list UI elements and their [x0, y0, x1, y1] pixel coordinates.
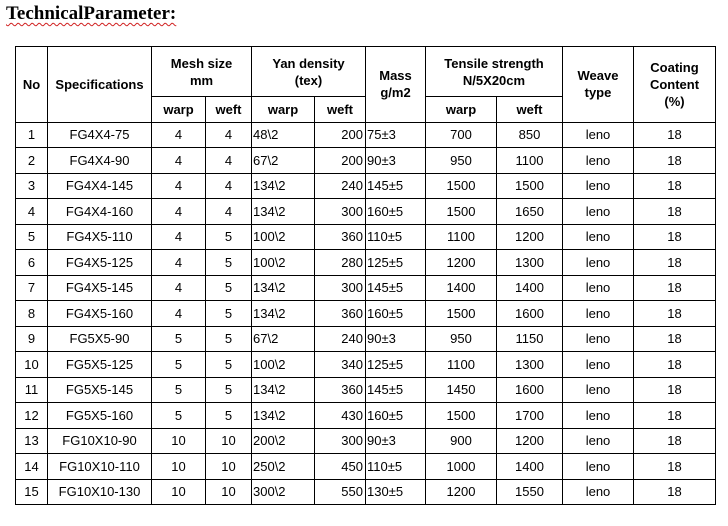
- row-mass: 125±5: [366, 250, 426, 276]
- row-weave: leno: [563, 122, 634, 148]
- row-yan-warp: 100\2: [252, 224, 315, 250]
- row-tensile-warp: 1450: [426, 377, 497, 403]
- row-coating: 18: [634, 250, 716, 276]
- header-mesh-warp: warp: [152, 97, 206, 123]
- row-mass: 90±3: [366, 428, 426, 454]
- row-spec: FG10X10-90: [48, 428, 152, 454]
- row-tensile-warp: 1000: [426, 454, 497, 480]
- row-tensile-weft: 1150: [497, 326, 563, 352]
- row-spec: FG4X5-125: [48, 250, 152, 276]
- row-weave: leno: [563, 428, 634, 454]
- row-coating: 18: [634, 479, 716, 505]
- row-tensile-weft: 1400: [497, 275, 563, 301]
- header-mass: Mass g/m2: [366, 47, 426, 123]
- table-row: [16, 250, 716, 276]
- row-coating: 18: [634, 275, 716, 301]
- row-mesh-weft: 4: [206, 173, 252, 199]
- row-tensile-weft: 1200: [497, 224, 563, 250]
- row-yan-warp: 134\2: [252, 377, 315, 403]
- row-tensile-weft: 1600: [497, 377, 563, 403]
- header-weave-type: Weave type: [563, 47, 634, 123]
- row-mass: 145±5: [366, 173, 426, 199]
- row-tensile-weft: 1300: [497, 352, 563, 378]
- row-mesh-weft: 4: [206, 199, 252, 225]
- row-coating: 18: [634, 122, 716, 148]
- row-tensile-weft: 1100: [497, 148, 563, 174]
- table-row: [16, 148, 716, 174]
- row-tensile-weft: 1300: [497, 250, 563, 276]
- row-mesh-weft: 4: [206, 122, 252, 148]
- row-yan-warp: 134\2: [252, 275, 315, 301]
- row-spec: FG4X4-75: [48, 122, 152, 148]
- row-mesh-weft: 4: [206, 148, 252, 174]
- row-yan-weft: 240: [315, 173, 366, 199]
- row-mass: 110±5: [366, 454, 426, 480]
- row-spec: FG10X10-130: [48, 479, 152, 505]
- row-weave: leno: [563, 173, 634, 199]
- table-row: [16, 479, 716, 505]
- row-mesh-warp: 10: [152, 454, 206, 480]
- row-yan-weft: 200: [315, 148, 366, 174]
- row-mesh-warp: 5: [152, 326, 206, 352]
- row-spec: FG4X4-90: [48, 148, 152, 174]
- row-mass: 90±3: [366, 326, 426, 352]
- row-tensile-warp: 1200: [426, 250, 497, 276]
- row-weave: leno: [563, 301, 634, 327]
- header-no: No: [16, 47, 48, 123]
- row-yan-weft: 360: [315, 377, 366, 403]
- header-mesh-size: Mesh size mm: [152, 47, 252, 97]
- row-mesh-warp: 5: [152, 352, 206, 378]
- row-yan-weft: 300: [315, 199, 366, 225]
- row-mesh-weft: 5: [206, 250, 252, 276]
- row-spec: FG4X5-145: [48, 275, 152, 301]
- row-yan-warp: 300\2: [252, 479, 315, 505]
- row-no: 15: [16, 479, 48, 505]
- header-specifications: Specifications: [48, 47, 152, 123]
- row-mesh-weft: 5: [206, 352, 252, 378]
- row-tensile-warp: 950: [426, 148, 497, 174]
- row-no: 6: [16, 250, 48, 276]
- row-mesh-warp: 4: [152, 122, 206, 148]
- row-tensile-warp: 1500: [426, 199, 497, 225]
- row-tensile-warp: 900: [426, 428, 497, 454]
- page-title: TechnicalParameter:: [6, 3, 177, 24]
- row-yan-warp: 100\2: [252, 352, 315, 378]
- row-yan-warp: 134\2: [252, 301, 315, 327]
- row-yan-weft: 200: [315, 122, 366, 148]
- row-no: 13: [16, 428, 48, 454]
- row-mesh-weft: 5: [206, 326, 252, 352]
- row-mesh-warp: 4: [152, 173, 206, 199]
- row-coating: 18: [634, 148, 716, 174]
- row-spec: FG4X5-160: [48, 301, 152, 327]
- row-yan-weft: 280: [315, 250, 366, 276]
- row-tensile-warp: 950: [426, 326, 497, 352]
- row-mass: 90±3: [366, 148, 426, 174]
- table-row: [16, 352, 716, 378]
- row-tensile-weft: 1600: [497, 301, 563, 327]
- table-body: [16, 122, 716, 505]
- header-tensile-weft: weft: [497, 97, 563, 123]
- row-coating: 18: [634, 428, 716, 454]
- row-tensile-warp: 1500: [426, 403, 497, 429]
- row-yan-weft: 360: [315, 224, 366, 250]
- row-coating: 18: [634, 326, 716, 352]
- row-weave: leno: [563, 199, 634, 225]
- row-yan-warp: 250\2: [252, 454, 315, 480]
- row-mesh-warp: 5: [152, 403, 206, 429]
- table-row: [16, 122, 716, 148]
- row-no: 3: [16, 173, 48, 199]
- row-yan-weft: 430: [315, 403, 366, 429]
- row-mesh-weft: 10: [206, 454, 252, 480]
- row-mass: 125±5: [366, 352, 426, 378]
- row-yan-warp: 134\2: [252, 173, 315, 199]
- row-tensile-warp: 1200: [426, 479, 497, 505]
- row-spec: FG5X5-90: [48, 326, 152, 352]
- row-no: 14: [16, 454, 48, 480]
- row-no: 8: [16, 301, 48, 327]
- row-weave: leno: [563, 326, 634, 352]
- row-weave: leno: [563, 403, 634, 429]
- row-mesh-weft: 10: [206, 479, 252, 505]
- row-yan-weft: 450: [315, 454, 366, 480]
- row-no: 7: [16, 275, 48, 301]
- row-coating: 18: [634, 377, 716, 403]
- row-mass: 110±5: [366, 224, 426, 250]
- row-no: 12: [16, 403, 48, 429]
- row-mesh-warp: 5: [152, 377, 206, 403]
- row-yan-weft: 300: [315, 275, 366, 301]
- row-weave: leno: [563, 479, 634, 505]
- row-yan-weft: 360: [315, 301, 366, 327]
- row-tensile-weft: 1200: [497, 428, 563, 454]
- row-weave: leno: [563, 454, 634, 480]
- row-weave: leno: [563, 148, 634, 174]
- row-mesh-weft: 5: [206, 224, 252, 250]
- header-yan-density: Yan density (tex): [252, 47, 366, 97]
- row-spec: FG4X4-160: [48, 199, 152, 225]
- row-no: 2: [16, 148, 48, 174]
- row-tensile-warp: 1100: [426, 352, 497, 378]
- row-tensile-weft: 1500: [497, 173, 563, 199]
- row-spec: FG10X10-110: [48, 454, 152, 480]
- row-mass: 160±5: [366, 403, 426, 429]
- row-weave: leno: [563, 250, 634, 276]
- row-weave: leno: [563, 352, 634, 378]
- row-spec: FG5X5-145: [48, 377, 152, 403]
- row-yan-warp: 134\2: [252, 199, 315, 225]
- row-spec: FG5X5-160: [48, 403, 152, 429]
- row-mass: 160±5: [366, 199, 426, 225]
- row-coating: 18: [634, 224, 716, 250]
- row-no: 9: [16, 326, 48, 352]
- row-coating: 18: [634, 352, 716, 378]
- row-mesh-weft: 5: [206, 275, 252, 301]
- row-yan-warp: 200\2: [252, 428, 315, 454]
- row-weave: leno: [563, 224, 634, 250]
- table-row: [16, 224, 716, 250]
- row-yan-warp: 100\2: [252, 250, 315, 276]
- table-row: [16, 403, 716, 429]
- row-mesh-warp: 10: [152, 479, 206, 505]
- header-tensile-strength: Tensile strength N/5X20cm: [426, 47, 563, 97]
- row-tensile-warp: 1100: [426, 224, 497, 250]
- row-weave: leno: [563, 377, 634, 403]
- row-coating: 18: [634, 403, 716, 429]
- row-mesh-warp: 4: [152, 250, 206, 276]
- row-tensile-warp: 1500: [426, 301, 497, 327]
- row-spec: FG5X5-125: [48, 352, 152, 378]
- row-tensile-warp: 1400: [426, 275, 497, 301]
- row-no: 11: [16, 377, 48, 403]
- table-row: [16, 275, 716, 301]
- row-yan-warp: 67\2: [252, 148, 315, 174]
- row-mesh-warp: 4: [152, 199, 206, 225]
- row-coating: 18: [634, 301, 716, 327]
- table-row: [16, 301, 716, 327]
- table-row: [16, 428, 716, 454]
- row-mesh-warp: 4: [152, 301, 206, 327]
- row-spec: FG4X4-145: [48, 173, 152, 199]
- row-mesh-warp: 10: [152, 428, 206, 454]
- row-yan-weft: 240: [315, 326, 366, 352]
- row-mesh-warp: 4: [152, 275, 206, 301]
- row-mesh-warp: 4: [152, 148, 206, 174]
- row-yan-weft: 340: [315, 352, 366, 378]
- row-coating: 18: [634, 454, 716, 480]
- row-yan-weft: 300: [315, 428, 366, 454]
- row-yan-warp: 134\2: [252, 403, 315, 429]
- row-yan-weft: 550: [315, 479, 366, 505]
- technical-parameter-table: [15, 46, 716, 505]
- row-mass: 145±5: [366, 275, 426, 301]
- row-coating: 18: [634, 173, 716, 199]
- row-yan-warp: 67\2: [252, 326, 315, 352]
- row-tensile-weft: 1700: [497, 403, 563, 429]
- header-mesh-weft: weft: [206, 97, 252, 123]
- header-yan-weft: weft: [315, 97, 366, 123]
- row-mesh-warp: 4: [152, 224, 206, 250]
- row-tensile-warp: 700: [426, 122, 497, 148]
- row-mass: 75±3: [366, 122, 426, 148]
- row-tensile-warp: 1500: [426, 173, 497, 199]
- row-weave: leno: [563, 275, 634, 301]
- row-yan-warp: 48\2: [252, 122, 315, 148]
- header-row-top: [16, 47, 716, 97]
- row-coating: 18: [634, 199, 716, 225]
- row-mesh-weft: 5: [206, 403, 252, 429]
- row-no: 1: [16, 122, 48, 148]
- row-tensile-weft: 1650: [497, 199, 563, 225]
- table-row: [16, 199, 716, 225]
- table-row: [16, 454, 716, 480]
- row-mass: 160±5: [366, 301, 426, 327]
- row-tensile-weft: 1550: [497, 479, 563, 505]
- header-coating-content: Coating Content (%): [634, 47, 716, 123]
- table-row: [16, 326, 716, 352]
- row-mass: 130±5: [366, 479, 426, 505]
- header-yan-warp: warp: [252, 97, 315, 123]
- row-spec: FG4X5-110: [48, 224, 152, 250]
- table-row: [16, 377, 716, 403]
- row-tensile-weft: 1400: [497, 454, 563, 480]
- row-no: 10: [16, 352, 48, 378]
- row-mesh-weft: 5: [206, 377, 252, 403]
- row-mesh-weft: 10: [206, 428, 252, 454]
- row-no: 5: [16, 224, 48, 250]
- row-tensile-weft: 850: [497, 122, 563, 148]
- header-tensile-warp: warp: [426, 97, 497, 123]
- row-mesh-weft: 5: [206, 301, 252, 327]
- table-row: [16, 173, 716, 199]
- row-mass: 145±5: [366, 377, 426, 403]
- row-no: 4: [16, 199, 48, 225]
